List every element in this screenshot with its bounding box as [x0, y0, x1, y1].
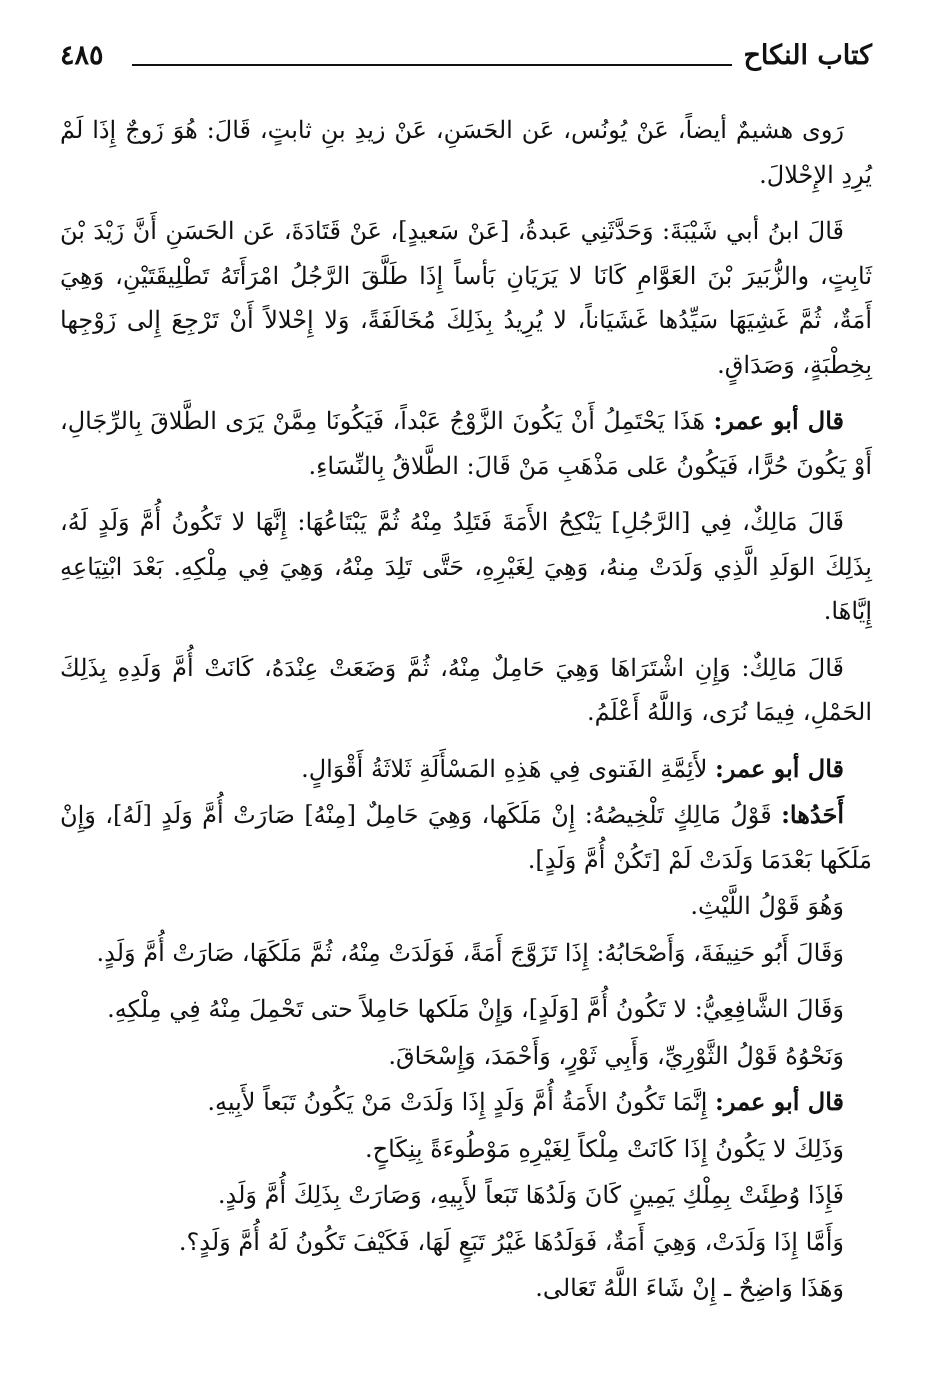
speaker-label: قال أبو عمر: — [715, 753, 844, 783]
paragraph-text: هَذَا يَحْتَمِلُ أَنْ يَكُونَ الزَّوْجُ عَبْداً، فَيَكُونَا مِمَّنْ يَرَى الطَّلاقَ بِالرِّجَالِ، أَوْ يَكُونَ حُرًّا، فَيَكُونُ عَلى مَذْهَبِ مَنْ قَالَ: الطَّلاقُ بِالنِّسَاءِ. — [60, 407, 872, 480]
paragraph-text: لأَئِمَّةِ الفَتوى فِي هَذِهِ المَسْأَلَةِ ثَلاثَةُ أَقْوَالٍ. — [301, 754, 708, 783]
speaker-label: أَحَدُها: — [781, 800, 844, 829]
chapter-title: كتاب النكاح — [743, 40, 872, 71]
paragraph-text: وَهَذَا وَاضِحٌ ـ إِنْ شَاءَ اللَّهُ تَعَالى. — [535, 1274, 844, 1302]
paragraph-text: قَالَ ابنُ أبي شَيْبَةَ: وَحَدَّثَنِي عَبدةُ، [عَنْ سَعيدٍ]، عَنْ قَتَادَةَ، عَن الحَسَنِ أَنَّ زَيْدَ بْنَ ثَابِتٍ، والزُّبَيرَ بْنَ العَوَّامِ كَانَا لا يَرَيَانِ بَأساً إِذَا طَلَّقَ الرَّجُلُ امْرَأَتَهُ تَطْلِيقَتَيْنِ، وَهِيَ أَمَةٌ، ثُمَّ غَشِيَهَا سَيِّدُها غَشَيَاناً، لا يُرِيدُ بِذَلِكَ مُخَالَفَةً، وَلا إِحْلالاً أَنْ تَرْجِعَ إِلى زَوْجِها بِخِطْبَةٍ، وَصَدَاقٍ. — [60, 217, 873, 379]
speaker-label: قال أبو عمر: — [713, 406, 845, 435]
paragraph-14 — [60, 1173, 872, 1218]
paragraph-text: فَإِذَا وُطِئَتْ بِمِلْكِ يَمِينٍ كَانَ وَلَدُهَا تَبَعاً لأَبِيهِ، وَصَارَتْ بِذَلِكَ أُمَّ وَلَدٍ. — [217, 1181, 844, 1209]
paragraph-3 — [60, 399, 872, 488]
paragraph-7 — [60, 793, 872, 882]
paragraph-11 — [60, 1034, 872, 1079]
paragraph-text: وَهُوَ قَوْلُ اللَّيْثِ. — [690, 892, 844, 920]
paragraph-5 — [60, 646, 872, 735]
speaker-label: قال أبو عمر: — [715, 1087, 844, 1116]
paragraph-6 — [60, 747, 872, 792]
paragraph-text: قَوْلُ مَالِكٍ تَلْخِيصُهُ: إِنْ مَلَكَها، وَهِيَ حَامِلٌ [مِنْهُ] صَارَتْ أُمَّ وَلَدٍ [لَهُ]، وَإِنْ مَلَكَها بَعْدَمَا وَلَدَتْ لَمْ [تَكُنْ أُمَّ وَلَدٍ]. — [60, 801, 872, 874]
paragraph-4 — [60, 500, 872, 634]
header-rule — [132, 64, 732, 66]
paragraph-12 — [60, 1080, 872, 1125]
paragraph-text: وَأَمَّا إِذَا وَلَدَتْ، وَهِيَ أَمَةٌ، فَوَلَدُهَا غَيْرُ تَبَعٍ لَهَا، فَكَيْفَ تَكُونُ لَهُ أُمَّ وَلَدٍ؟. — [178, 1227, 844, 1256]
paragraph-9 — [60, 931, 872, 976]
paragraph-text: قَالَ مَالِكٌ: وَإِنِ اشْتَرَاهَا وَهِيَ حَامِلٌ مِنْهُ، ثُمَّ وَضَعَتْ عِنْدَهُ، كَانَتْ أُمَّ وَلَدِهِ بِذَلِكَ الحَمْلِ، فِيمَا نُرَى، وَاللَّهُ أَعْلَمُ. — [60, 653, 872, 726]
paragraph-13 — [60, 1127, 872, 1172]
paragraph-text: وَنَحْوُهُ قَوْلُ الثَّوْرِيِّ، وَأَبِي ثَوْرٍ، وَأَحْمَدَ، وَإِسْحَاقَ. — [388, 1041, 844, 1070]
paragraph-text: إِنَّمَا تَكُونُ الأَمَةُ أُمَّ وَلَدٍ إِذَا وَلَدَتْ مَنْ يَكُونُ تَبَعاً لأَبِيهِ. — [207, 1088, 708, 1116]
paragraph-1 — [60, 108, 872, 197]
paragraph-text: قَالَ مَالِكٌ، فِي [الرَّجُلِ] يَنْكِحُ الأَمَةَ فَتَلِدُ مِنْهُ ثُمَّ يَبْتَاعُهَا: إِنَّهَا لا تَكُونُ أُمَّ وَلَدٍ لَهُ، بِذَلِكَ الوَلَدِ الَّذِي وَلَدَتْ مِنهُ، وَهِيَ لِغَيْرِهِ، حَتَّى تَلِدَ مِنْهُ، وَهِيَ فِي مِلْكِهِ. بَعْدَ ابْتِيَاعِهِ إِيَّاهَا. — [60, 508, 872, 625]
paragraph-2 — [60, 209, 872, 387]
paragraph-16 — [60, 1266, 872, 1311]
paragraph-15 — [60, 1220, 872, 1265]
paragraph-text: وَقَالَ أَبُو حَنِيفَةَ، وَأَصْحَابُهُ: إِذَا تَزَوَّجَ أَمَةً، فَوَلَدَتْ مِنْهُ، ثُمَّ مَلَكَهَا، صَارَتْ أُمَّ وَلَدٍ. — [96, 938, 844, 967]
page-number: ٤٨٥ — [60, 40, 104, 71]
paragraph-text: وَقَالَ الشَّافِعِيُّ: لا تَكُونُ أُمَّ [وَلَدٍ]، وَإِنْ مَلَكها حَامِلاً حتى تَحْمِلَ مِنْهُ فِي مِلْكِهِ. — [107, 995, 844, 1023]
paragraph-8 — [60, 884, 872, 929]
page-body — [60, 108, 872, 1313]
paragraph-text: وَذَلِكَ لا يَكُونُ إِذَا كَانَتْ مِلْكاً لِغَيْرِهِ مَوْطُوءَةً بِنِكَاحٍ. — [364, 1134, 844, 1163]
paragraph-text: رَوى هشيمٌ أيضاً، عَنْ يُونُس، عَن الحَسَنِ، عَنْ زيدِ بنِ ثابتٍ، قَالَ: هُوَ زَوجٌ إِذَا لَمْ يُرِدِ الإِحْلالَ. — [60, 116, 872, 189]
paragraph-10 — [60, 987, 872, 1032]
running-header — [60, 40, 872, 80]
